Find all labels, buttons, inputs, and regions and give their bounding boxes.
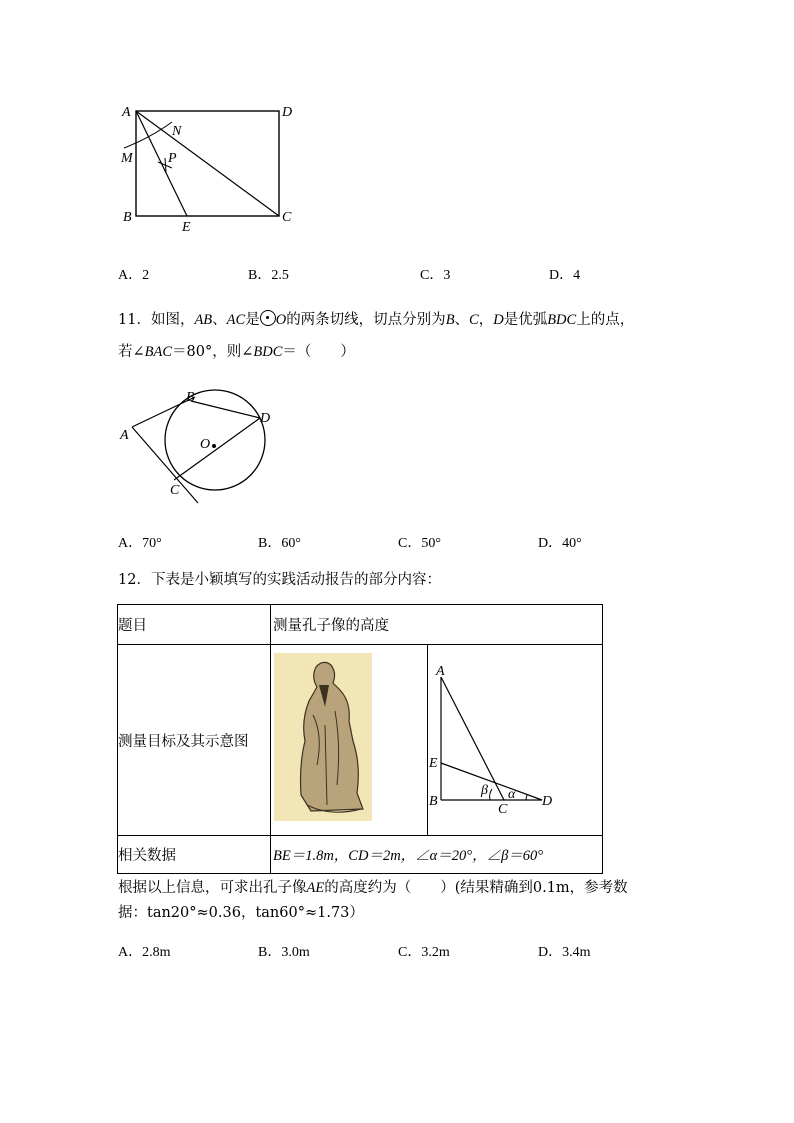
label-N: N <box>172 124 182 139</box>
label-A: A <box>436 664 445 679</box>
q11-line2: 若∠BAC＝80°，则∠BDC＝（ ） <box>118 344 355 360</box>
q11-option-c[interactable]: C．50° <box>398 536 441 551</box>
q10-option-a[interactable]: A．2 <box>118 268 150 283</box>
circle-symbol-icon <box>260 310 276 326</box>
q12-option-d[interactable]: D．3.4m <box>538 945 591 960</box>
label-E: E <box>182 220 191 235</box>
row3-value: BE＝1.8m，CD＝2m，∠α＝20°，∠β＝60° <box>271 836 603 874</box>
q12-after-line2: 据：tan20°≈0.36，tan60°≈1.73） <box>118 905 364 921</box>
confucius-statue-image <box>271 645 427 835</box>
row3-label: 相关数据 <box>118 836 271 874</box>
label-B: B <box>186 390 195 405</box>
row1-label: 题目 <box>118 605 271 645</box>
label-D: D <box>282 105 293 120</box>
label-A: A <box>122 105 131 120</box>
label-B: B <box>123 210 132 225</box>
label-C: C <box>282 210 292 225</box>
q12-option-a[interactable]: A．2.8m <box>118 945 171 960</box>
label-D: D <box>542 794 553 809</box>
q11-circle-figure <box>110 385 280 510</box>
label-D: D <box>260 411 271 426</box>
q12-option-c[interactable]: C．3.2m <box>398 945 450 960</box>
confucius-image-cell <box>271 645 428 836</box>
label-C: C <box>170 483 180 498</box>
q12-after-line1: 根据以上信息，可求出孔子像AE的高度约为（ ）(结果精确到0.1m，参考数 <box>118 880 628 896</box>
q10-option-d[interactable]: D．4 <box>549 268 581 283</box>
label-B: B <box>429 794 438 809</box>
q11-option-b[interactable]: B．60° <box>258 536 301 551</box>
row1-value: 测量孔子像的高度 <box>271 605 603 645</box>
q10-option-b[interactable]: B．2.5 <box>248 268 289 283</box>
label-O: O <box>200 437 211 452</box>
q11-option-a[interactable]: A．70° <box>118 536 162 551</box>
q11-line1: 11．如图，AB、AC是 O的两条切线，切点分别为B、C，D是优弧BDC上的点， <box>118 312 635 328</box>
q11-option-d[interactable]: D．40° <box>538 536 582 551</box>
label-M: M <box>121 151 133 166</box>
label-P: P <box>168 151 177 166</box>
label-E: E <box>429 756 438 771</box>
label-C: C <box>498 802 508 817</box>
q10-option-c[interactable]: C．3 <box>420 268 451 283</box>
triangle-diagram-cell <box>428 645 603 836</box>
q12-intro: 12．下表是小颖填写的实践活动报告的部分内容： <box>118 572 441 588</box>
q12-triangle-figure <box>428 645 602 835</box>
label-alpha: α <box>508 787 516 802</box>
label-A: A <box>120 428 129 443</box>
label-beta: β <box>481 783 488 798</box>
report-table <box>117 604 603 874</box>
q10-rectangle-figure <box>110 98 310 238</box>
row2-label: 测量目标及其示意图 <box>118 645 271 836</box>
q12-option-b[interactable]: B．3.0m <box>258 945 310 960</box>
